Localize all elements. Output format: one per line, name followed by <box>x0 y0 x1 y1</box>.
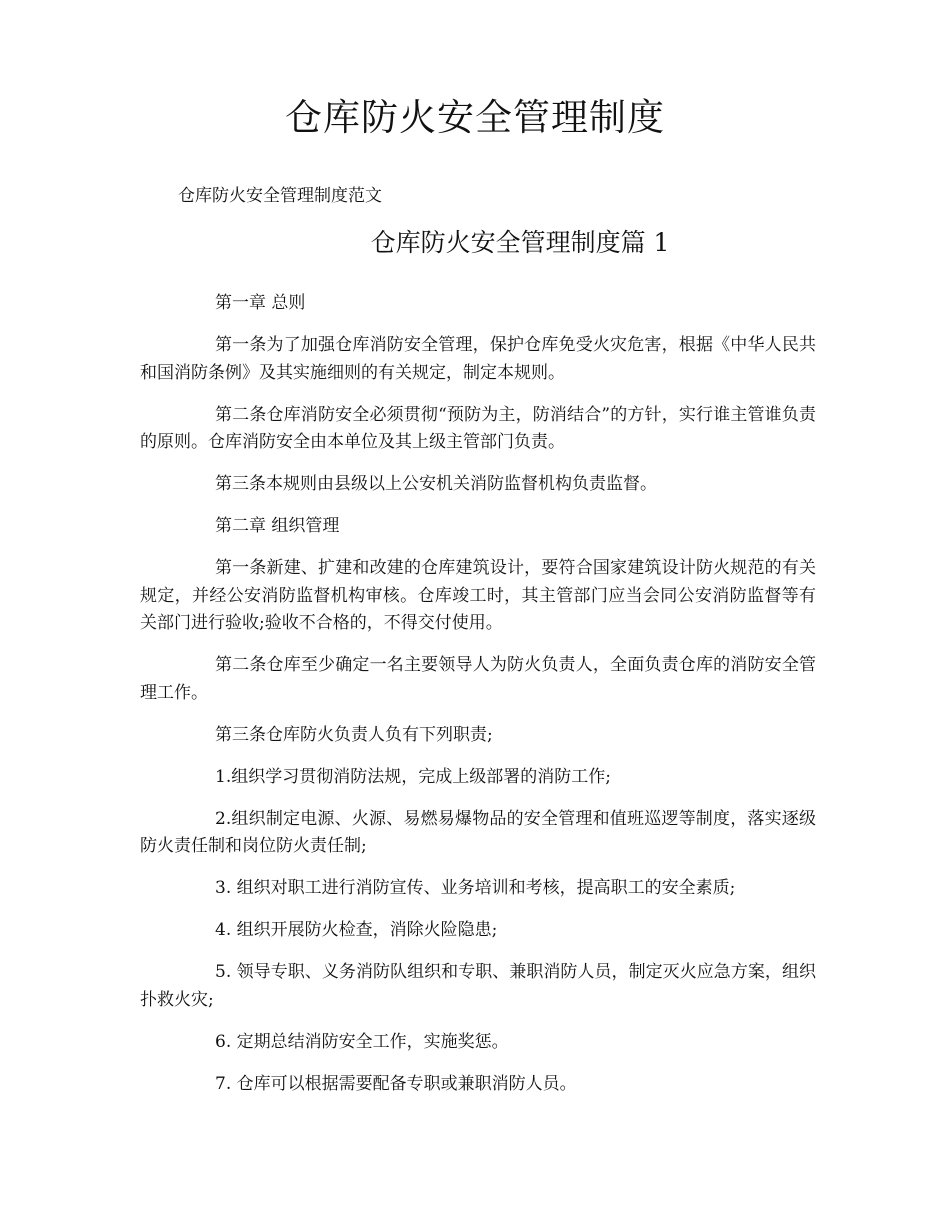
paragraph: 第三条仓库防火负责人负有下列职责; <box>215 724 493 745</box>
paragraph: 第二条仓库消防安全必须贯彻“预防为主，防消结合”的方针，实行谁主管谁负责的原则。仓库消防安全由本单位及其上级主管部门负责。 <box>140 404 816 452</box>
list-item: 3. 组织对职工进行消防宣传、业务培训和考核，提高职工的安全素质; <box>215 878 736 898</box>
paragraph: 第一条为了加强仓库消防安全管理，保护仓库免受火灾危害，根据《中华人民共和国消防条例》及其实施细则的有关规定，制定本规则。 <box>140 335 816 383</box>
list-item: 1.组织学习贯彻消防法规，完成上级部署的消防工作; <box>215 766 611 787</box>
paragraph: 第二条仓库至少确定一名主要领导人为防火负责人，全面负责仓库的消防安全管理工作。 <box>140 655 816 703</box>
list-item: 2.组织制定电源、火源、易燃易爆物品的安全管理和值班巡逻等制度，落实逐级防火责任制和岗位防火责任制; <box>140 808 816 856</box>
document-body <box>140 290 816 1113</box>
paragraph: 第三条本规则由县级以上公安机关消防监督机构负责监督。 <box>215 474 657 494</box>
paragraph: 第一条新建、扩建和改建的仓库建筑设计，要符合国家建筑设计防火规范的有关规定，并经公安消防监督机构审核。仓库竣工时，其主管部门应当会同公安消防监督等有关部门进行验收;验收不合格的，不得交付使用。 <box>140 558 816 633</box>
list-item: 6. 定期总结消防安全工作，实施奖惩。 <box>215 1031 509 1052</box>
document-subtitle: 仓库防火安全管理制度范文 <box>178 186 382 206</box>
document-title: 仓库防火安全管理制度 <box>285 96 665 139</box>
list-item: 7. 仓库可以根据需要配备专职或兼职消防人员。 <box>215 1073 577 1094</box>
chapter-heading: 第二章 组织管理 <box>215 516 340 536</box>
section-title: 仓库防火安全管理制度篇 1 <box>370 228 670 257</box>
chapter-heading: 第一章 总则 <box>215 293 306 313</box>
list-item: 4. 组织开展防火检查，消除火险隐患; <box>215 920 498 940</box>
list-item: 5. 领导专职、义务消防队组织和专职、兼职消防人员，制定灭火应急方案，组织扑救火灾; <box>140 962 816 1010</box>
